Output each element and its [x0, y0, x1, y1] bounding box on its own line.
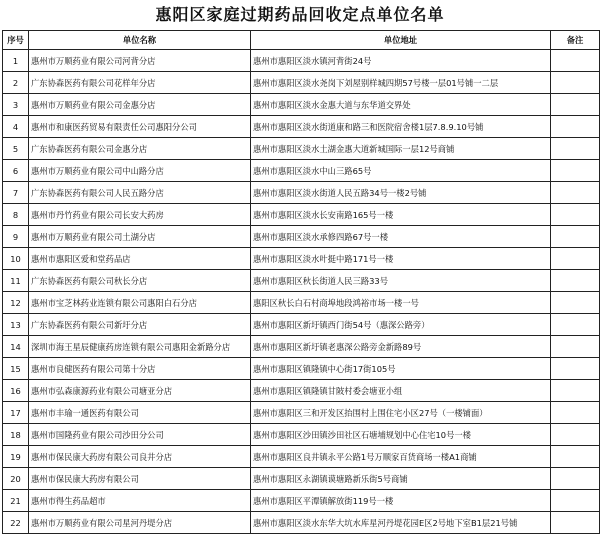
- row-address: 惠州市惠阳区淡水土湖金惠大道新城国际一层12号商铺: [251, 138, 551, 160]
- row-index: 6: [3, 160, 29, 182]
- row-address: 惠州市惠阳区镇隆镇甘陂村委会塘亚小组: [251, 380, 551, 402]
- row-address: 惠州市惠阳区淡水承修四路67号一楼: [251, 226, 551, 248]
- row-address: 惠州市惠阳区平潭镇解放街119号一楼: [251, 490, 551, 512]
- table-row: [3, 116, 600, 138]
- row-remark: [551, 204, 600, 226]
- table-row: [3, 336, 600, 358]
- row-name: 惠州市万顺药业有限公司星河丹堤分店: [29, 512, 251, 534]
- row-address: 惠州市惠阳区淡水镇河背街24号: [251, 50, 551, 72]
- row-address: 惠州市惠阳区秋长街道人民三路33号: [251, 270, 551, 292]
- row-index: 22: [3, 512, 29, 534]
- row-address: 惠州市惠阳区淡水尧岗下刘屋别样城四期57号楼一层01号铺一二层: [251, 72, 551, 94]
- table-row: [3, 292, 600, 314]
- row-index: 14: [3, 336, 29, 358]
- row-address: 惠州市惠阳区永湖镇谟塘路新乐街5号商铺: [251, 468, 551, 490]
- table-row: [3, 424, 600, 446]
- row-name: 广东协森医药有限公司花样年分店: [29, 72, 251, 94]
- table-row: [3, 314, 600, 336]
- row-remark: [551, 446, 600, 468]
- row-remark: [551, 490, 600, 512]
- page-title: 惠阳区家庭过期药品回收定点单位名单: [155, 5, 445, 24]
- row-name: 惠州市万顺药业有限公司中山路分店: [29, 160, 251, 182]
- row-remark: [551, 512, 600, 534]
- row-index: 17: [3, 402, 29, 424]
- row-index: 4: [3, 116, 29, 138]
- table-row: [3, 160, 600, 182]
- row-index: 5: [3, 138, 29, 160]
- row-address: 惠州市惠阳区镇隆镇中心街17街105号: [251, 358, 551, 380]
- table-row: [3, 72, 600, 94]
- row-name: 惠州市弘森康源药业有限公司塘亚分店: [29, 380, 251, 402]
- row-address: 惠州市惠阳区淡水东华大坑水库星河丹堤花园E区2号地下室B1层21号铺: [251, 512, 551, 534]
- header-index: 序号: [3, 31, 29, 50]
- row-index: 16: [3, 380, 29, 402]
- row-remark: [551, 270, 600, 292]
- row-name: 深圳市海王星辰健康药房连锁有限公司惠阳金新路分店: [29, 336, 251, 358]
- row-name: 惠州市万顺药业有限公司土湖分店: [29, 226, 251, 248]
- row-address: 惠州市惠阳区淡水叶挺中路171号一楼: [251, 248, 551, 270]
- table-row: [3, 490, 600, 512]
- row-address: 惠州市惠阳区新圩镇老惠深公路旁金新路89号: [251, 336, 551, 358]
- table-row: [3, 182, 600, 204]
- row-remark: [551, 248, 600, 270]
- row-index: 2: [3, 72, 29, 94]
- row-index: 7: [3, 182, 29, 204]
- row-remark: [551, 292, 600, 314]
- row-name: 惠州市保民康大药房有限公司良井分店: [29, 446, 251, 468]
- row-remark: [551, 50, 600, 72]
- table-row: [3, 270, 600, 292]
- row-index: 1: [3, 50, 29, 72]
- row-remark: [551, 336, 600, 358]
- row-name: 广东协森医药有限公司秋长分店: [29, 270, 251, 292]
- row-remark: [551, 160, 600, 182]
- row-name: 广东协森医药有限公司人民五路分店: [29, 182, 251, 204]
- row-name: 惠州市良健医药有限公司第十分店: [29, 358, 251, 380]
- row-index: 11: [3, 270, 29, 292]
- row-remark: [551, 468, 600, 490]
- row-name: 惠州市得生药品超市: [29, 490, 251, 512]
- row-address: 惠州市惠阳区良井镇永平公路1号万顺家百货商场一楼A1商铺: [251, 446, 551, 468]
- table-row: [3, 50, 600, 72]
- table-row: [3, 138, 600, 160]
- table-row: [3, 380, 600, 402]
- row-remark: [551, 358, 600, 380]
- row-address: 惠州市惠阳区三和开发区抬围村上围住宅小区27号（一楼铺面）: [251, 402, 551, 424]
- table-row: [3, 446, 600, 468]
- row-name: 惠州市国隆药业有限公司沙田分公司: [29, 424, 251, 446]
- table-row: [3, 358, 600, 380]
- row-remark: [551, 94, 600, 116]
- row-remark: [551, 226, 600, 248]
- header-remark: 备注: [551, 31, 600, 50]
- row-address: 惠州市惠阳区淡水长安南路165号一楼: [251, 204, 551, 226]
- row-index: 13: [3, 314, 29, 336]
- row-index: 8: [3, 204, 29, 226]
- row-remark: [551, 72, 600, 94]
- row-name: 惠州市宝芝林药业连锁有限公司惠阳白石分店: [29, 292, 251, 314]
- table-row: [3, 226, 600, 248]
- row-index: 20: [3, 468, 29, 490]
- table-row: [3, 468, 600, 490]
- pharmacy-table: [2, 30, 600, 534]
- row-remark: [551, 380, 600, 402]
- row-index: 12: [3, 292, 29, 314]
- row-address: 惠州市惠阳区沙田镇沙田社区石塘埔规划中心住宅10号一楼: [251, 424, 551, 446]
- table-row: [3, 94, 600, 116]
- row-name: 惠州市丹竹药业有限公司长安大药房: [29, 204, 251, 226]
- row-remark: [551, 116, 600, 138]
- row-name: 惠州市保民康大药房有限公司: [29, 468, 251, 490]
- row-index: 15: [3, 358, 29, 380]
- row-address: 惠州市惠阳区淡水中山三路65号: [251, 160, 551, 182]
- row-remark: [551, 424, 600, 446]
- table-row: [3, 512, 600, 534]
- row-index: 21: [3, 490, 29, 512]
- row-name: 惠州市和康医药贸易有限责任公司惠阳分公司: [29, 116, 251, 138]
- row-address: 惠州市惠阳区淡水金惠大道与东华道交界处: [251, 94, 551, 116]
- row-address: 惠州市惠阳区新圩镇西门街54号（惠深公路旁）: [251, 314, 551, 336]
- table-row: [3, 402, 600, 424]
- row-index: 19: [3, 446, 29, 468]
- header-address: 单位地址: [251, 31, 551, 50]
- row-name: 惠州市丰瑜一通医药有限公司: [29, 402, 251, 424]
- table-row: [3, 204, 600, 226]
- row-name: 广东协森医药有限公司新圩分店: [29, 314, 251, 336]
- row-index: 3: [3, 94, 29, 116]
- row-name: 广东协森医药有限公司金惠分店: [29, 138, 251, 160]
- row-remark: [551, 138, 600, 160]
- row-remark: [551, 182, 600, 204]
- row-index: 9: [3, 226, 29, 248]
- row-address: 惠州市惠阳区淡水街道康和路三和医院宿舍楼1层7.8.9.10号铺: [251, 116, 551, 138]
- table-header-row: [3, 31, 600, 50]
- row-address: 惠州市惠阳区淡水街道人民五路34号一楼2号铺: [251, 182, 551, 204]
- row-name: 惠州市万顺药业有限公司金惠分店: [29, 94, 251, 116]
- table-row: [3, 248, 600, 270]
- row-index: 10: [3, 248, 29, 270]
- row-address: 惠阳区秋长白石村商埠地段鸿裕市场一楼一号: [251, 292, 551, 314]
- header-name: 单位名称: [29, 31, 251, 50]
- row-remark: [551, 402, 600, 424]
- row-name: 惠州市万顺药业有限公司河背分店: [29, 50, 251, 72]
- row-remark: [551, 314, 600, 336]
- row-name: 惠州市惠阳区爱和堂药品店: [29, 248, 251, 270]
- row-index: 18: [3, 424, 29, 446]
